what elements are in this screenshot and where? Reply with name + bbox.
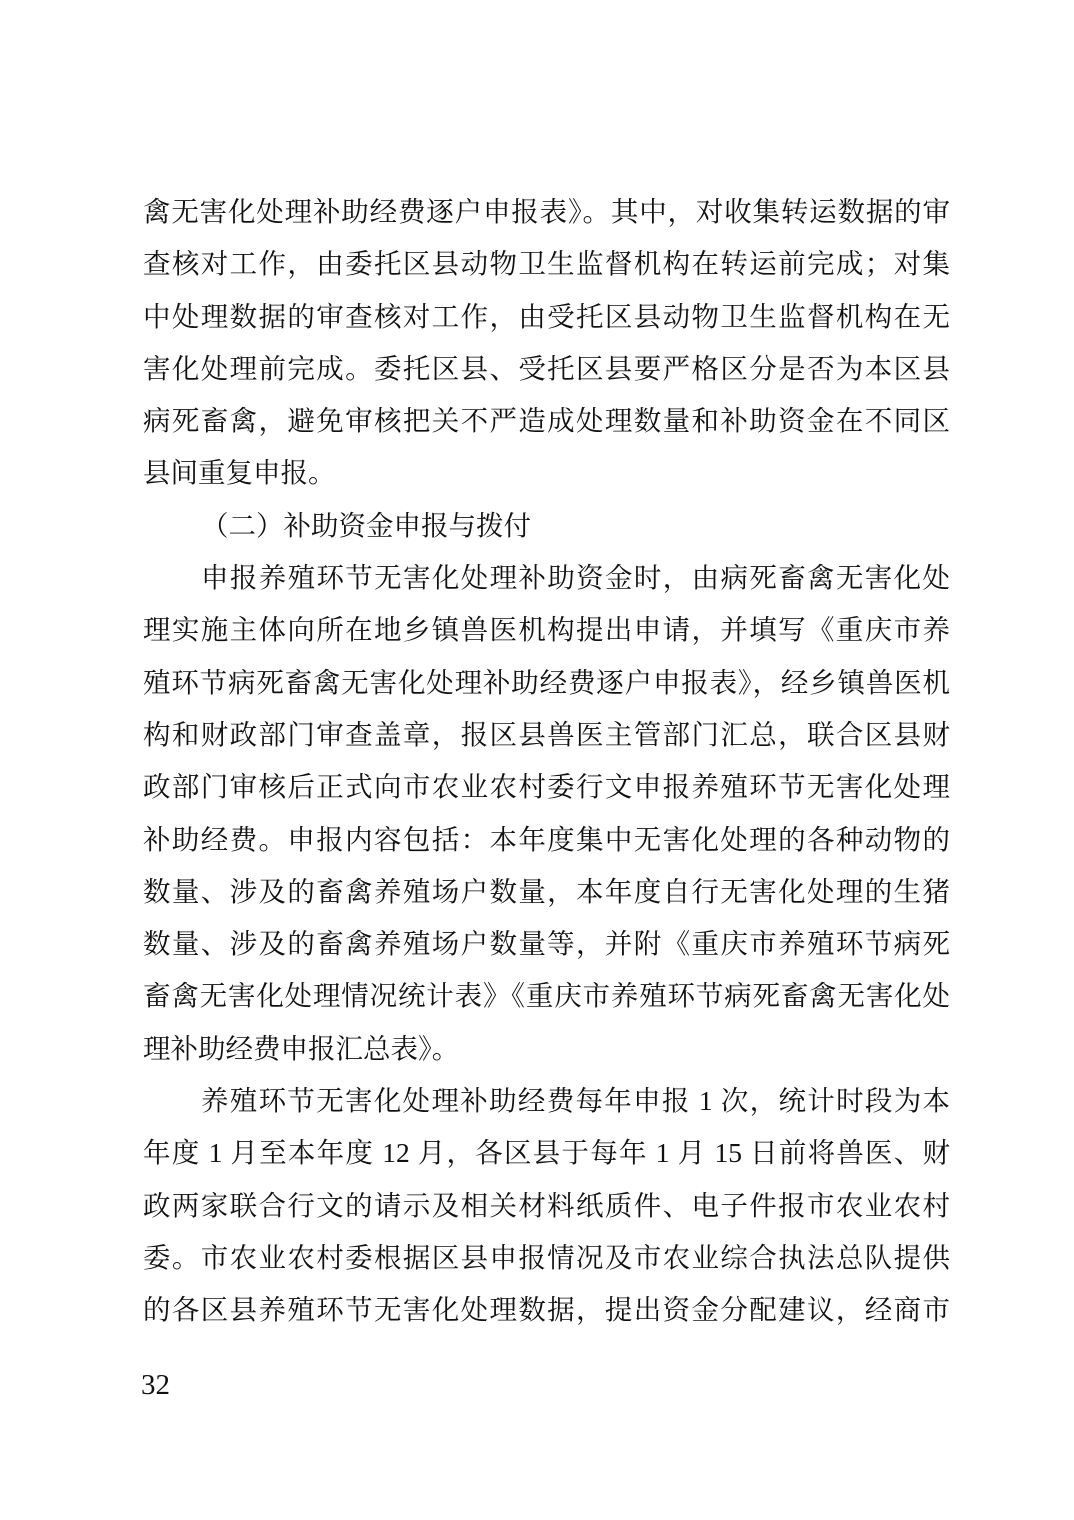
page-number: 32 (141, 1369, 170, 1401)
paragraph-line: 禽无害化处理补助经费逐户申报表》。其中，对收集转运数据的审 (143, 196, 950, 227)
paragraph-line: 养殖环节无害化处理补助经费每年申报 1 次，统计时段为本 (201, 1085, 950, 1117)
paragraph-line: 理补助经费申报汇总表》。 (143, 1032, 460, 1064)
paragraph-line: 数量、涉及的畜禽养殖场户数量等，并附《重庆市养殖环节病死 (143, 928, 950, 960)
paragraph-line: 的各区县养殖环节无害化处理数据，提出资金分配建议，经商市 (143, 1294, 950, 1326)
paragraph-line: 理实施主体向所在地乡镇兽医机构提出申请，并填写《重庆市养 (143, 614, 950, 646)
paragraph-line: 年度 1 月至本年度 12 月，各区县于每年 1 月 15 日前将兽医、财 (143, 1137, 950, 1169)
paragraph-line: 数量、涉及的畜禽养殖场户数量，本年度自行无害化处理的生猪 (143, 875, 950, 907)
paragraph-line: 补助经费。申报内容包括：本年度集中无害化处理的各种动物的 (143, 823, 950, 855)
paragraph-line: 政部门审核后正式向市农业农村委行文申报养殖环节无害化处理 (143, 771, 950, 803)
paragraph-line: 委。市农业农村委根据区县申报情况及市农业综合执法总队提供 (143, 1241, 950, 1273)
section-heading: （二）补助资金申报与拨付 (201, 509, 531, 541)
paragraph-line: 政两家联合行文的请示及相关材料纸质件、电子件报市农业农村 (143, 1189, 950, 1221)
paragraph-line: 县间重复申报。 (143, 457, 336, 489)
paragraph-line: 查核对工作，由委托区县动物卫生监督机构在转运前完成；对集 (143, 248, 950, 280)
body-text (143, 186, 950, 1337)
paragraph-line: 构和财政部门审查盖章，报区县兽医主管部门汇总，联合区县财 (143, 718, 950, 750)
paragraph-line: 殖环节病死畜禽无害化处理补助经费逐户申报表》，经乡镇兽医机 (143, 666, 950, 698)
paragraph-line: 畜禽无害化处理情况统计表》《重庆市养殖环节病死畜禽无害化处 (143, 980, 950, 1012)
paragraph-line: 病死畜禽，避免审核把关不严造成处理数量和补助资金在不同区 (143, 405, 950, 437)
paragraph-line: 害化处理前完成。委托区县、受托区县要严格区分是否为本区县 (143, 352, 950, 384)
paragraph-line: 申报养殖环节无害化处理补助资金时，由病死畜禽无害化处 (201, 562, 950, 594)
paragraph-line: 中处理数据的审查核对工作，由受托区县动物卫生监督机构在无 (143, 300, 950, 332)
